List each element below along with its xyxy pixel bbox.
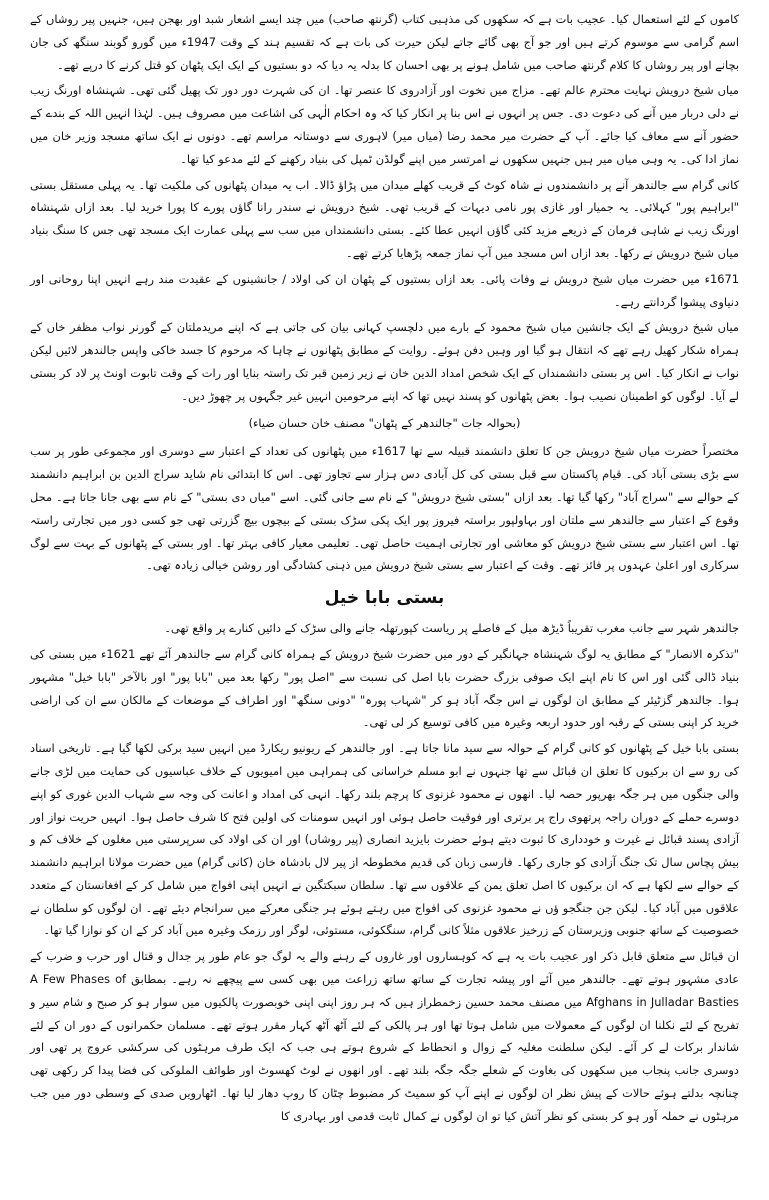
- paragraph: مختصراً حضرت میاں شیخ درویش جن کا تعلق دانشمند قبیلہ سے تھا 1617ء میں پٹھانوں کی تعداد کے اعتبار سے دوسری اور مجموعی طور پر سب سے بڑی بستی آباد کی۔ قیام پاکستان سے قبل بستی کی کل آبادی دس ہزار سے تجاوز تھی۔ اس کا ابتدائی نام شاید سراج الدین بن ابراہیم دانشمند کے حوالے سے "سراج آباد" رکھا گیا تھا۔ بعد ازاں "بستی شیخ درویش" کے نام سے جانی گئی۔ اسے "میاں دی بستی" کے نام سے بھی جانا جاتا ہے۔ محل وقوع کے اعتبار سے جالندھر سے ملتان اور بہاولپور براستہ فیروز پور ایک پکی سڑک بستی کے بیچوں بیچ گزرتی تھی جو کسی دور میں تجارتی راستہ تھا۔ اس اعتبار سے بستی شیخ درویش کو معاشی اور تجارتی اہمیت حاصل تھی۔ تعلیمی معیار کافی بہتر تھا۔ اور بستی کے پٹھانوں کے بہت سے لوگ سرکاری اور اعلیٰ عہدوں پر فائز تھے۔ وقت کے اعتبار سے بستی شیخ درویش میں ذہنی کشادگی اور روشن خیالی زیادہ تھی۔: [30, 444, 739, 573]
- paragraph: "تذکرہ الانصار" کے مطابق یہ لوگ شہنشاہ جہانگیر کے دور میں حضرت شیخ درویش کے ہمراہ کانی گرام سے جالندھر آئے تھے 1621ء میں بستی کی بنیاد ڈالی گئی اور اس کا نام اپنے ایک صوفی بزرگ حضرت بابا اصل کی نسبت سے "اصل پور" رکھا بعد میں "بابا پور" اور بالآخر "بابا خیل" مشہور ہوا۔ جالندھر گزٹیئر کے مطابق ان لوگوں نے اس جگہ آباد ہو کر "شہاب پورہ" "دونی سنگھ" اور اطراف کے موضعات کے مالکان سے ان کی اراضی خرید کر اپنی بستی کے رقبہ اور حدود اربعہ وغیرہ میں کافی توسیع کر لی تھی۔: [30, 646, 739, 730]
- paragraph: میاں شیخ درویش نہایت محترم عالم تھے۔ مزاج میں نخوت اور آزادروی کا عنصر تھا۔ ان کی شہرت دور دور تک پھیل گئی تھی۔ شہنشاہ اورنگ زیب نے دلی دربار میں آنے کی دعوت دی۔ جس پر انہوں نے اس بنا پر انکار کیا کہ وہ احکام الٰہی کی اشاعت میں مصروف ہیں۔ لہٰذا انہیں اللہ کے بندے کے حضور آنے سے معاف کیا جائے۔ آپ کے حضرت میر محمد رضا (میاں میر) لاہوری سے دوستانہ مراسم تھے۔ دونوں نے ایک ساتھ مسجد وزیر خان میں نماز ادا کی۔ یہ وہی میاں میر ہیں جنہیں سکھوں نے امرتسر میں اپنے گولڈن ٹمپل کی بنیاد رکھنے کے لئے مدعو کیا تھا۔: [30, 83, 739, 166]
- paragraph: جالندھر شہر سے جانب مغرب تقریباً ڈیڑھ میل کے فاصلے پر ریاست کپورتھلہ جانے والی سڑک کے دائیں کنارے پر واقع تھی۔: [164, 621, 739, 636]
- paragraph: 1671ء میں حضرت میاں شیخ درویش نے وفات پائی۔ بعد ازاں بستیوں کے پٹھان ان کی اولاد / جانشینوں کے عقیدت مند رہے انہیں اپنا روحانی اور دنیاوی پیشوا گردانتے رہے۔: [30, 271, 739, 309]
- reference-attribution: (بحوالہ جات "جالندھر کے پٹھان" مصنف خان حسان ضیاء): [248, 415, 521, 430]
- paragraph: کانی گرام سے جالندھر آنے پر دانشمندوں نے شاہ کوٹ کے قریب کھلے میدان میں پڑاؤ ڈالا۔ اب یہ میدان پٹھانوں کی ملکیت تھا۔ یہ پہلی مستقل بستی "ابراہیم پور" کہلائی۔ یہ جمیار اور غازی پور نامی دیہات کے قریب تھی۔ شیخ درویش نے سندر رانا گاؤں پورے کا پورا خرید لیا۔ بعد ازاں شہنشاہ اورنگ زیب نے شاہی فرمان کے ذریعے مزید کئی گاؤں انہیں عطا کئے۔ بستی دانشمنداں میں سب سے پہلی عمارت ایک مسجد تھی جس کا سنگ بنیاد میاں شیخ درویش نے رکھا۔ بعد ازاں اس مسجد میں آپ نماز جمعہ پڑھایا کرتے تھے۔: [30, 177, 739, 260]
- paragraph: بستی بابا خیل کے پٹھانوں کو کانی گرام کے حوالہ سے سید مانا جاتا ہے۔ اور جالندھر کے ریونیو ریکارڈ میں انہیں سید برکی لکھا گیا ہے۔ تاریخی اسناد کی رو سے ان برکیوں کا تعلق ان قبائل سے تھا جنہوں نے ابو مسلم خراسانی کی ہمراہی میں امیویوں کے خلاف عباسیوں کی حمایت میں لڑی جانے والی جنگوں میں ہر جگہ بھرپور حصہ لیا۔ انھوں نے محمود غزنوی کا پرچم بلند رکھا۔ انہی کی امداد و اعانت کی وجہ سے شہاب الدین غوری کو اپنے دوسرے حملے کے دوران راجہ پرتھوی راج پر برتری اور فوقیت حاصل ہوئی اور انہیں سومنات کی اولین فتح کا شرف حاصل ہوا۔ انہیں حریت نواز اور آزادی پسند قبائل نے غیرت و خودداری کا ثبوت دیتے ہوئے حضرت بایزید انصاری (پیر روشاں) اور ان کی اولاد کی سرپرستی میں مغلوں کے خلاف کم و بیش پچاس سال تک جنگ آزادی کو جاری رکھا۔ فارسی زبان کی قدیم مخطوطہ از پیر لال بادشاہ خان (کانی گرام) میں حضرت مولانا ابراہیم دانشمند کے حوالے سے لکھا ہے کہ ان برکیوں کا اصل تعلق یمن کے علاقوں سے تھا۔ سلطان سبکتگین نے انہیں اپنی افواج میں شامل کر کے افغانستان کے متعدد علاقوں میں آباد کیا۔ لیکن جن جنگجو ؤں نے محمود غزنوی کی افواج میں رہتے ہوئے ہر جنگی معرکے میں سرانجام دیئے تھے۔ ان لوگوں کو سلطان نے خصوصیت کے ساتھ جنوبی وزیرستان کے زرخیز علاقوں مثلاً کانی گرام، سنگکوئی، مستوئی، لوگر اور رزمک وغیرہ میں آباد کر کے ان کو نوازا گیا تھا۔: [30, 741, 739, 938]
- paragraph: ان قبائل سے متعلق قابل ذکر اور عجیب بات یہ ہے کہ کوہساروں اور غاروں کے رہنے والے یہ لوگ جو عام طور پر جدال و قتال اور حرب و ضرب کے عادی مشہور ہوتے تھے۔ جالندھر میں آئے اور پیشہ تجارت کے ساتھ ساتھ زراعت میں بھی کسی سے پیچھے نہ رہے۔ بمطابق A Few Phases of Afghans in Julladar Basties میں مصنف محمد حسین زخمطراز ہیں کہ ہر روز اپنی اپنی خوبصورت پالکیوں میں سوار ہو کر صبح و شام سیر و تفریح کے لئے نکلنا ان لوگوں کے معمولات میں شامل ہوتا تھا اور ہر پالکی کے لئے آٹھ آٹھ کہار مقرر ہوتے تھے۔ مسلمان حکمرانوں کے دور ان کے لئے شاندار برکات لے کر آئے۔ لیکن سلطنت مغلیہ کے زوال و انحطاط کے شروع ہوتے ہی جب کہ ایک طرف مرہٹوں کی سرکشی عروج پر تھی اور دوسری جانب پنجاب میں سکھوں کی بغاوت کے شعلے جگہ جگہ بلند تھے۔ اور انھوں نے لوٹ کھسوٹ اور طوائف الملوکی کی فضا پیدا کر رکھی تھی چنانچہ بدلتے ہوئے حالات کے پیش نظر ان لوگوں نے اپنے آپ کو سمیٹ کر مضبوط چٹان کا روپ دھار لیا تھا۔ اٹھارویں صدی کے وسطی دور میں جب مرہٹوں نے حملہ آور ہو کر بستی کو نظر آتش کیا تو ان لوگوں نے کمال ثابت قدمی اور بہادری کا: [30, 949, 739, 1123]
- section-heading: بستی بابا خیل: [324, 588, 445, 609]
- paragraph: کاموں کے لئے استعمال کیا۔ عجیب بات ہے کہ سکھوں کی مذہبی کتاب (گرنتھ صاحب) میں چند ایسے اشعار شبد اور بھجن ہیں، جنہیں پیر روشاں کے اسم گرامی سے موسوم کرتے ہیں اور جو آج بھی گائے جاتے لیکن حیرت کی بات ہے کہ تقسیم ہند کے وقت 1947ء میں گورو گوبند سنگھ کی جان بچانے اور پیر روشاں کا کلام گرنتھ صاحب میں شامل ہونے پر بھی احسان کا بدلہ یہ دیا کہ دو بستیوں کے ایک ایک پٹھان کو قتل کرنے کا درپے تھے۔: [30, 12, 739, 72]
- paragraph: میاں شیخ درویش کے ایک جانشین میاں شیخ محمود کے بارے میں دلچسپ کہانی بیان کی جاتی ہے کہ اپنے مریدملتان کے گورنر نواب مظفر خاں کے ہمراہ شکار کھیل رہے تھے کہ انتقال ہو گیا اور وہیں دفن ہوئے۔ روایت کے مطابق پٹھانوں نے چاہا کہ مرحوم کا جسد خاکی واپس جالندھر لائیں لیکن نواب نے انکار کیا۔ اس پر بستی دانشمنداں کے ایک شخص امداد الدین خان نے زیر زمین قبر تک راستہ بنایا اور رات کے وقت تابوت اونٹ پر لاد کر بستی لے آیا۔ لوگوں کو اطمینان نصیب ہوا۔ بعض پٹھانوں کو پسند نہیں تھا کہ اپنے مرحومین انہیں غیر جگہوں پر چھوڑ دیں۔: [30, 320, 739, 403]
